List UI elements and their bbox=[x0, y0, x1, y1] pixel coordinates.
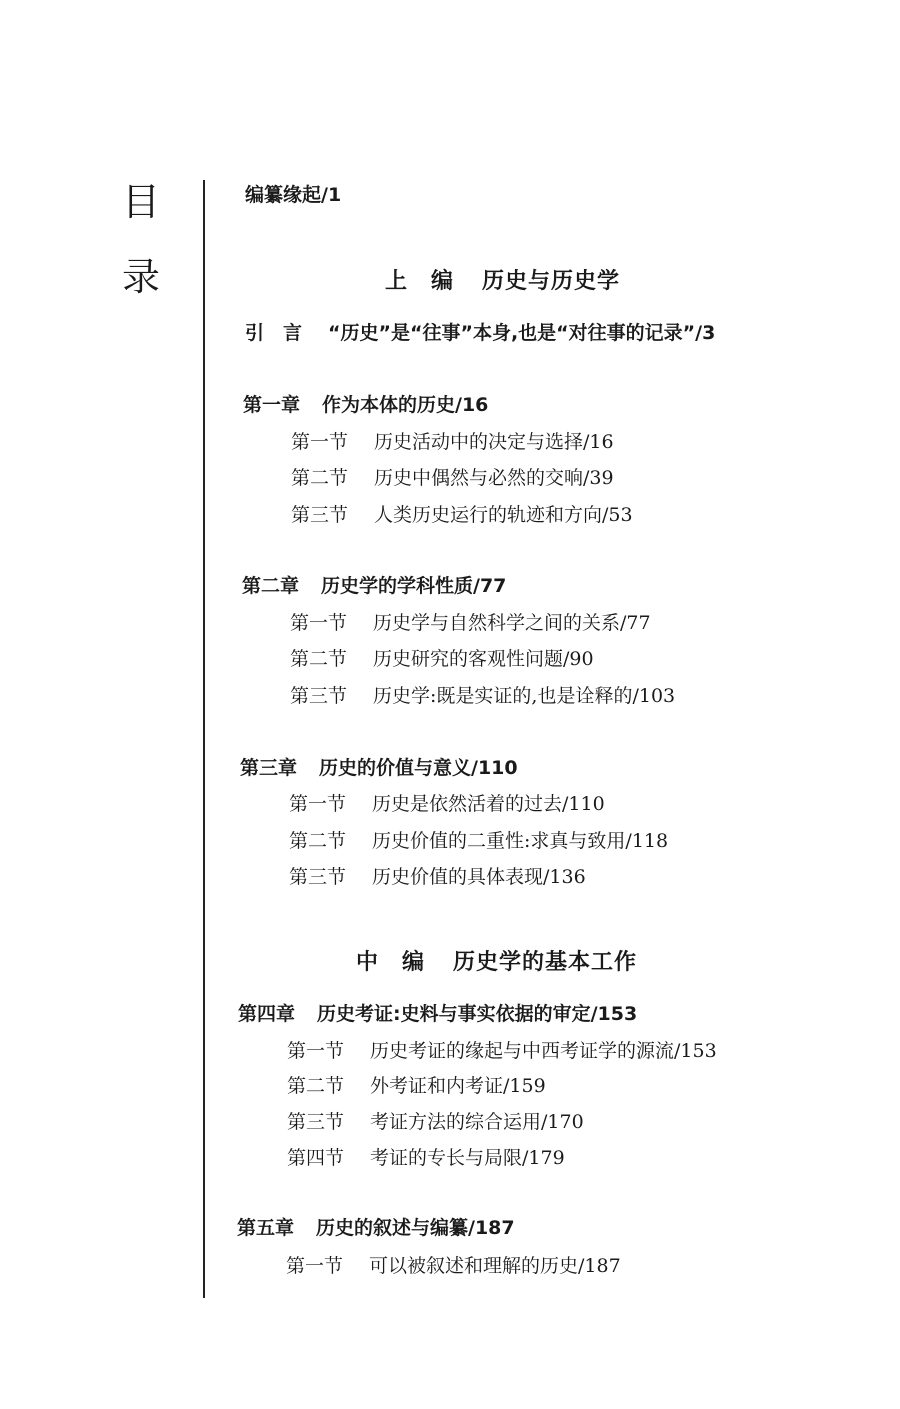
section-label: 第二节 bbox=[290, 648, 348, 670]
section-title: 历史学与自然科学之间的关系/77 bbox=[373, 612, 651, 634]
toc-section[interactable] bbox=[290, 684, 675, 708]
section-title: 历史活动中的决定与选择/16 bbox=[374, 431, 614, 453]
section-title: 考证方法的综合运用/170 bbox=[370, 1111, 584, 1133]
section-title: 考证的专长与局限/179 bbox=[370, 1147, 565, 1169]
toc-section[interactable] bbox=[289, 792, 605, 816]
section-title: 历史研究的客观性问题/90 bbox=[373, 648, 594, 670]
toc-section[interactable] bbox=[291, 466, 614, 490]
toc-section[interactable] bbox=[289, 829, 668, 853]
part-label: 上 编 bbox=[385, 269, 455, 294]
toc-chapter-1[interactable] bbox=[243, 393, 488, 417]
section-label: 第一节 bbox=[286, 1255, 344, 1277]
toc-section[interactable] bbox=[287, 1074, 546, 1098]
section-title: 历史考证的缘起与中西考证学的源流/153 bbox=[370, 1040, 717, 1062]
section-label: 第一节 bbox=[287, 1040, 345, 1062]
toc-section[interactable] bbox=[290, 611, 651, 635]
chapter-label: 第五章 bbox=[237, 1217, 295, 1239]
section-label: 第一节 bbox=[289, 793, 347, 815]
section-label: 第一节 bbox=[290, 612, 348, 634]
section-title: 历史价值的具体表现/136 bbox=[372, 866, 586, 888]
toc-chapter-4[interactable] bbox=[238, 1002, 637, 1026]
toc-chapter-2[interactable] bbox=[242, 574, 506, 598]
section-label: 第二节 bbox=[291, 467, 349, 489]
section-title: 历史是依然活着的过去/110 bbox=[372, 793, 605, 815]
part-title: 历史学的基本工作 bbox=[453, 950, 638, 975]
chapter-title: 作为本体的历史/16 bbox=[322, 394, 489, 416]
toc-preface[interactable]: 编纂缘起/1 bbox=[245, 184, 342, 206]
section-label: 第三节 bbox=[287, 1111, 345, 1133]
toc-chapter-5[interactable] bbox=[237, 1216, 515, 1240]
toc-section[interactable] bbox=[290, 647, 594, 671]
chapter-title: 历史的叙述与编纂/187 bbox=[316, 1217, 515, 1239]
side-title-char-1: 目 bbox=[122, 180, 161, 224]
section-title: 历史价值的二重性:求真与致用/118 bbox=[372, 830, 669, 852]
chapter-label: 第四章 bbox=[238, 1003, 296, 1025]
section-title: 人类历史运行的轨迹和方向/53 bbox=[374, 504, 633, 526]
section-title: 历史学:既是实证的,也是诠释的/103 bbox=[373, 685, 676, 707]
toc-section[interactable] bbox=[291, 503, 633, 527]
intro-title: “历史”是“往事”本身,也是“对往事的记录”/3 bbox=[328, 322, 716, 344]
chapter-title: 历史考证:史料与事实依据的审定/153 bbox=[317, 1003, 638, 1025]
toc-section[interactable] bbox=[287, 1110, 584, 1134]
toc-chapter-3[interactable] bbox=[240, 756, 518, 780]
section-label: 第三节 bbox=[290, 685, 348, 707]
toc-section[interactable] bbox=[289, 865, 586, 889]
part-label: 中 编 bbox=[356, 950, 426, 975]
section-title: 历史中偶然与必然的交响/39 bbox=[374, 467, 614, 489]
chapter-label: 第一章 bbox=[243, 394, 301, 416]
section-label: 第二节 bbox=[287, 1075, 345, 1097]
section-title: 外考证和内考证/159 bbox=[370, 1075, 546, 1097]
chapter-label: 第二章 bbox=[242, 575, 300, 597]
section-label: 第一节 bbox=[291, 431, 349, 453]
vertical-divider bbox=[203, 180, 205, 1298]
toc-section[interactable] bbox=[286, 1254, 621, 1278]
chapter-label: 第三章 bbox=[240, 757, 298, 779]
section-label: 第二节 bbox=[289, 830, 347, 852]
toc-intro[interactable] bbox=[245, 321, 715, 345]
toc-section[interactable] bbox=[291, 430, 614, 454]
section-label: 第三节 bbox=[289, 866, 347, 888]
section-title: 可以被叙述和理解的历史/187 bbox=[369, 1255, 621, 1277]
part-heading-1 bbox=[385, 270, 620, 294]
chapter-title: 历史的价值与意义/110 bbox=[319, 757, 518, 779]
part-heading-2 bbox=[356, 951, 637, 975]
side-title-char-2: 录 bbox=[122, 255, 161, 299]
chapter-title: 历史学的学科性质/77 bbox=[321, 575, 507, 597]
section-label: 第四节 bbox=[287, 1147, 345, 1169]
toc-section[interactable] bbox=[287, 1039, 717, 1063]
part-title: 历史与历史学 bbox=[482, 269, 621, 294]
intro-label: 引 言 bbox=[245, 322, 303, 344]
toc-section[interactable] bbox=[287, 1146, 565, 1170]
section-label: 第三节 bbox=[291, 504, 349, 526]
